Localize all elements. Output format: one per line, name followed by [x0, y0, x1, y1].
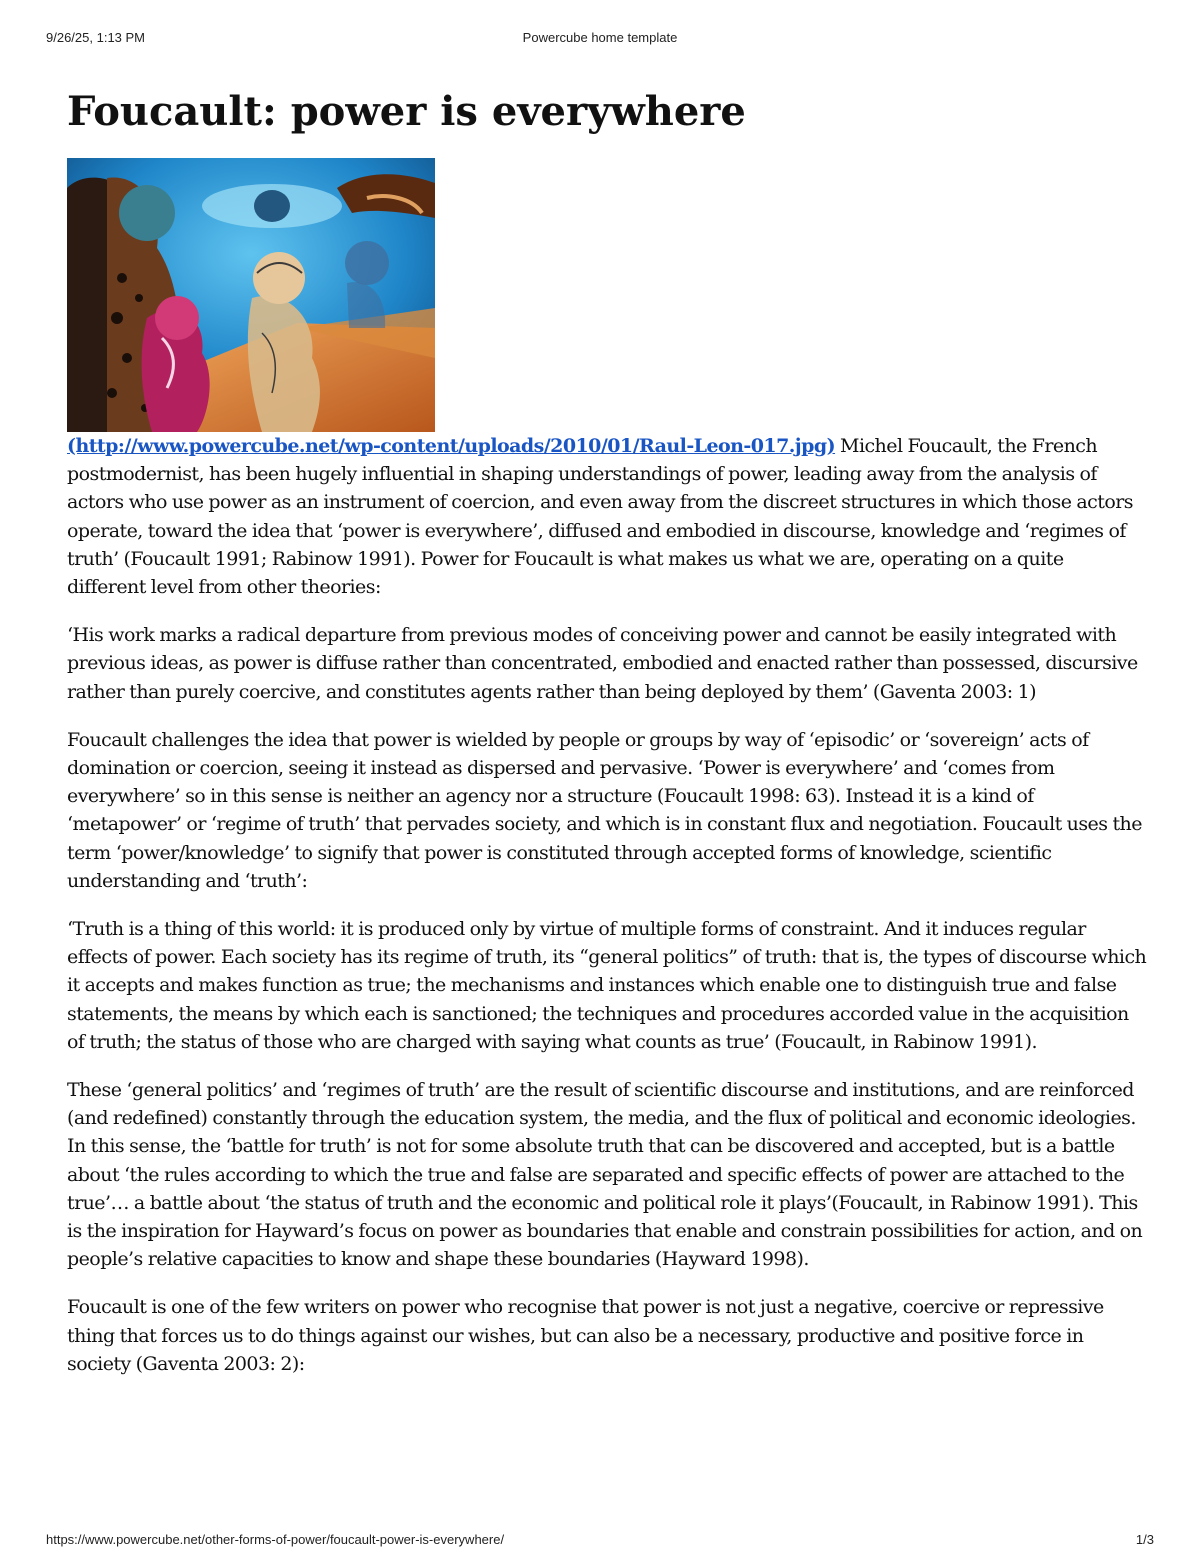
print-header — [46, 30, 1154, 50]
image-source-link[interactable]: (http://www.powercube.net/wp-content/uploads/2010/01/Raul-Leon-017.jpg) — [67, 435, 836, 457]
print-page-number: 1/3 — [1135, 1532, 1154, 1547]
print-footer — [46, 1532, 1154, 1552]
page-title: Foucault: power is everywhere — [67, 88, 746, 135]
painting-artwork — [67, 158, 435, 432]
intro-paragraph — [67, 432, 1147, 601]
print-doc-title: Powercube home template — [522, 30, 678, 45]
painting-image[interactable] — [67, 158, 435, 432]
regimes-of-truth-paragraph: These ‘general politics’ and ‘regimes of truth’ are the result of scientific discourse and institutions, and are reinforced (and redefined) constantly through the education system, the media, and the flux of political and economic ideologies. In this sense, the ‘battle for truth’ is not for some absolute truth that can be discovered and accepted, but is a battle about ‘the rules according to which the true and false are separated and specific effects of power are attached to the true’… a battle about ‘the status of truth and the economic and political role it plays’(Foucault, in Rabinow 1991). This is the inspiration for Hayward’s focus on power as boundaries that enable and constrain possibilities for action, and on people’s relative capacities to know and shape these boundaries (Hayward 1998). — [67, 1079, 1143, 1271]
power-knowledge-paragraph: Foucault challenges the idea that power is wielded by people or groups by way of ‘episodic’ or ‘sovereign’ acts of domination or coercion, seeing it instead as dispersed and pervasive. ‘Power is everywhere’ and ‘comes from everywhere’ so in this sense is neither an agency nor a structure (Foucault 1998: 63). Instead it is a kind of ‘metapower’ or ‘regime of truth’ that pervades society, and which is in constant flux and negotiation. Foucault uses the term ‘power/knowledge’ to signify that power is constituted through accepted forms of knowledge, scientific understanding and ‘truth’: — [67, 728, 1142, 892]
print-date: 9/26/25, 1:13 PM — [46, 30, 146, 45]
paragraph-text: Michel Foucault, the French postmodernist, has been hugely influential in shaping understandings of power, leading away from the analysis of actors who use power as an instrument of coercion, and even away from the discreet structures in which those actors operate, toward the idea that ‘power is everywhere’, diffused and embodied in discourse, knowledge and ‘regimes of truth’ (Foucault 1991; Rabinow 1991). Power for Foucault is what makes us what we are, operating on a quite different level from other theories: — [67, 435, 1133, 599]
quote-truth-paragraph: ‘Truth is a thing of this world: it is produced only by virtue of multiple forms of constraint. And it induces regular effects of power. Each society has its regime of truth, its “general politics” of truth: that is, the types of discourse which it accepts and makes function as true; the mechanisms and instances which enable one to distinguish true and false statements, the means by which each is sanctioned; the techniques and procedures accorded value in the acquisition of truth; the status of those who are charged with saying what counts as true’ (Foucault, in Rabinow 1991). — [67, 918, 1147, 1053]
article — [67, 88, 1147, 1398]
quote-gaventa-paragraph: ‘His work marks a radical departure from previous modes of conceiving power and cannot be easily integrated with previous ideas, as power is diffuse rather than concentrated, embodied and enacted rather than possessed, discursive rather than purely coercive, and constitutes agents rather than being deployed by them’ (Gaventa 2003: 1) — [67, 624, 1138, 703]
productive-power-paragraph: Foucault is one of the few writers on power who recognise that power is not just a negative, coercive or repressive thing that forces us to do things against our wishes, but can also be a necessary, productive and positive force in society (Gaventa 2003: 2): — [67, 1296, 1104, 1375]
print-url: https://www.powercube.net/other-forms-of-power/foucault-power-is-everywhere/ — [46, 1532, 505, 1547]
